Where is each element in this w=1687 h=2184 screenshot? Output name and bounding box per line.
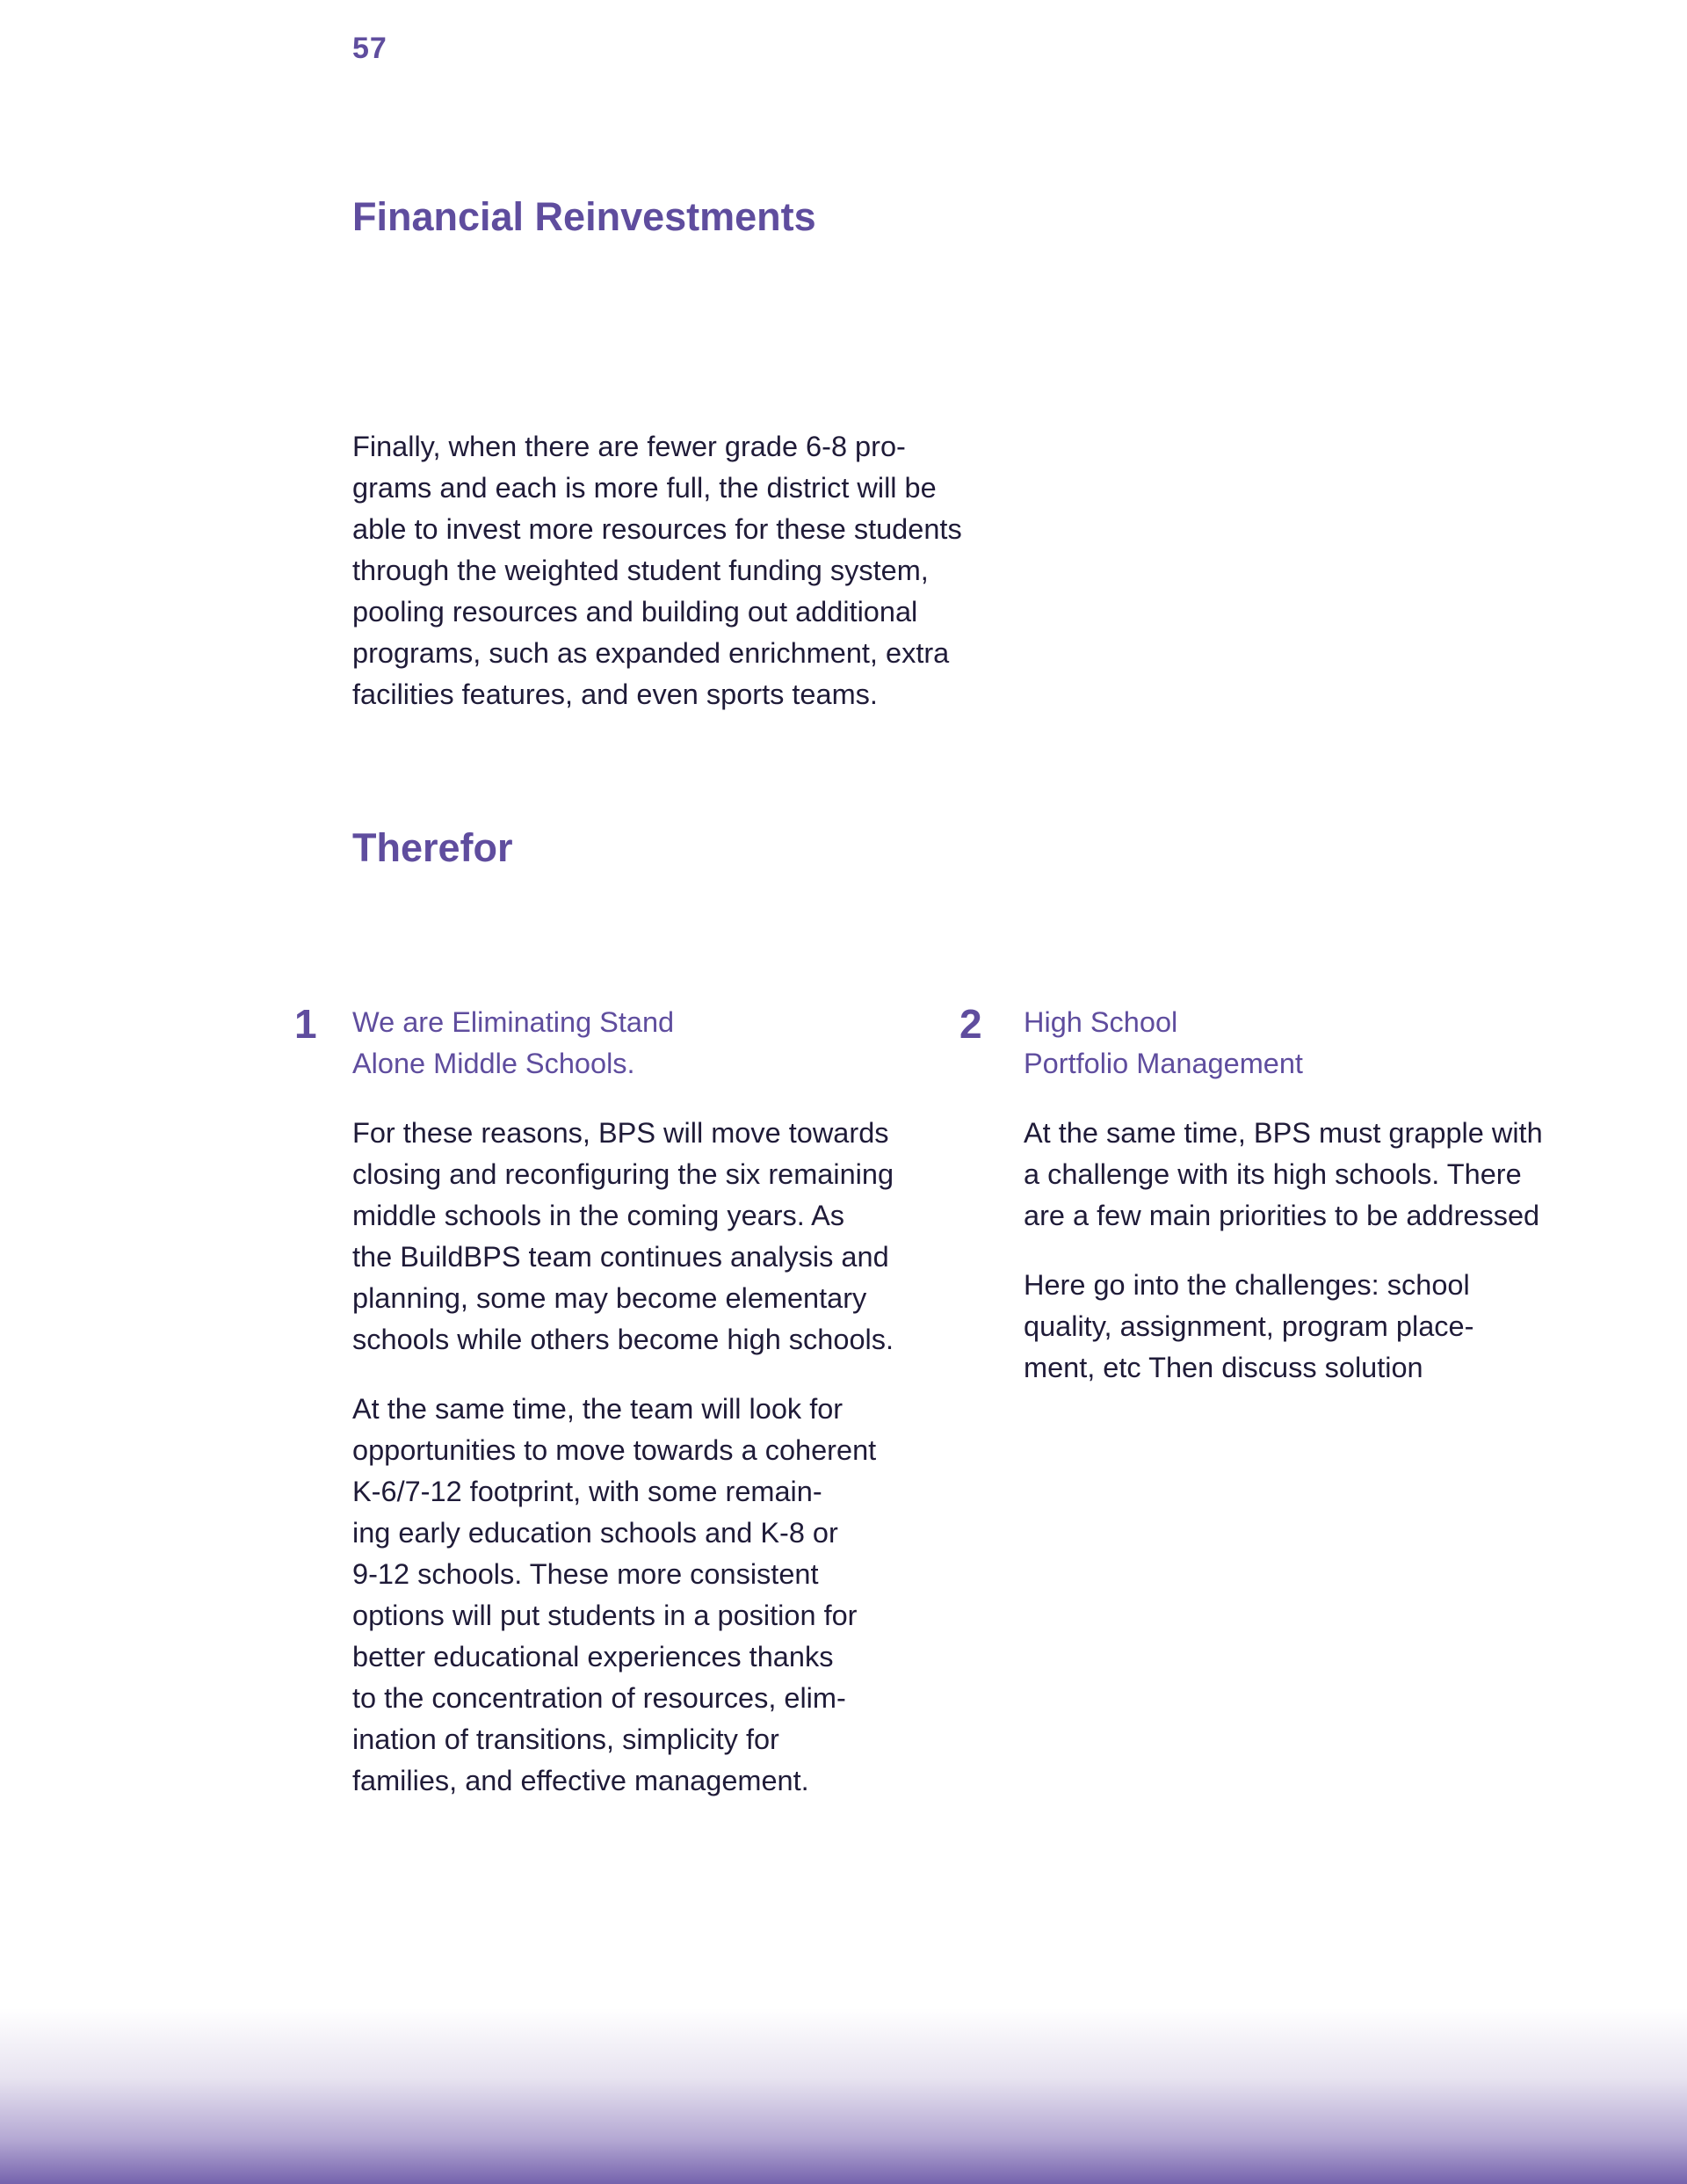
section-title-financial-reinvestments: Financial Reinvestments [352,194,816,239]
therefor-column-1 [352,1002,932,1802]
section-title-therefor: Therefor [352,825,513,870]
column-1-paragraph-2: At the same time, the team will look for opportunities to move towards a coherent K-6/7-12 footprint, with some remain- ing early education schools and K-8 or 9-12 schools. These more consistent options will put students in a position for better educational experiences thanks to the concentration of resources, elim- ination of transitions, simplicity for families, and effective management. [352,1393,877,1796]
financial-reinvestments-paragraph: Finally, when there are fewer grade 6-8 pro- grams and each is more full, the district will be able to invest more resources for these students through the weighted student funding system, pooling resources and building out additional programs, such as expanded enrichment, extra facilities features, and even sports teams. [352,431,962,710]
footer-gradient-band [0,2008,1687,2184]
item-number-2: 2 [959,1001,982,1047]
page-number: 57 [352,32,387,65]
column-2-heading: High School Portfolio Management [1024,1006,1303,1079]
item-number-1: 1 [294,1001,317,1047]
column-1-paragraph-1: For these reasons, BPS will move towards closing and reconfiguring the six remaining middle schools in the coming years. As the BuildBPS team continues analysis and planning, some may become elementary schools while others become high schools. [352,1117,894,1355]
column-1-heading: We are Eliminating Stand Alone Middle Schools. [352,1006,675,1079]
therefor-column-2 [1024,1002,1568,1389]
column-2-paragraph-1: At the same time, BPS must grapple with a challenge with its high schools. There are a few main priorities to be addressed [1024,1117,1543,1231]
column-2-paragraph-2: Here go into the challenges: school quality, assignment, program place- ment, etc Then discuss solution [1024,1269,1474,1383]
